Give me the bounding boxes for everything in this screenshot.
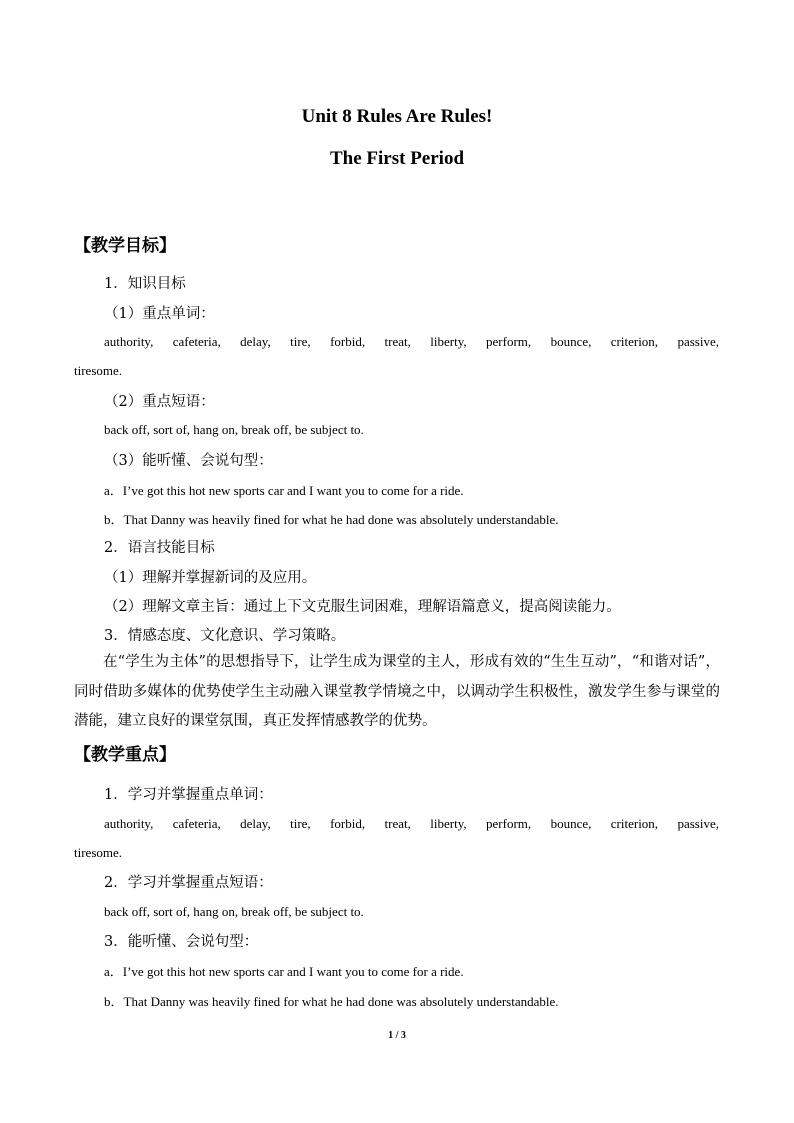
word: treat,	[384, 816, 411, 831]
word: cafeteria,	[172, 334, 221, 349]
key-points-sentence-b: b．That Danny was heavily fined for what he had done was absolutely understandable.	[104, 994, 559, 1009]
word: forbid,	[330, 816, 366, 831]
word: liberty,	[430, 816, 467, 831]
key-point-3: 3．能听懂、会说句型：	[104, 934, 259, 950]
skill-item-1: （1）理解并掌握新词的及应用。	[104, 570, 317, 586]
word: delay,	[240, 334, 271, 349]
key-points-phrases: back off, sort of, hang on, break off, be subject to.	[104, 904, 364, 919]
word: forbid,	[330, 334, 366, 349]
word: bounce,	[550, 334, 592, 349]
word: authority,	[104, 334, 154, 349]
word: tire,	[290, 334, 311, 349]
document-title: Unit 8 Rules Are Rules!	[301, 106, 493, 127]
word: treat,	[384, 334, 411, 349]
word: cafeteria,	[172, 816, 221, 831]
page-number: 1 / 3	[388, 1030, 406, 1041]
sentence-b: b．That Danny was heavily fined for what he had done was absolutely understandable.	[104, 512, 559, 527]
key-points-heading: 【教学重点】	[74, 745, 176, 765]
word: passive,	[677, 334, 719, 349]
key-point-2: 2．学习并掌握重点短语：	[104, 875, 273, 891]
word: bounce,	[550, 816, 592, 831]
skill-item-2: （2）理解文章主旨：通过上下文克服生词困难，理解语篇意义，提高阅读能力。	[104, 599, 621, 615]
word: perform,	[486, 816, 532, 831]
word: authority,	[104, 816, 154, 831]
key-phrases: back off, sort of, hang on, break off, be subject to.	[104, 422, 364, 437]
key-phrases-label: （2）重点短语：	[104, 394, 215, 410]
word: criterion,	[610, 334, 659, 349]
knowledge-goal: 1．知识目标	[104, 276, 186, 292]
key-words-label: （1）重点单词：	[104, 306, 215, 322]
word: liberty,	[430, 334, 467, 349]
sentence-a: a．I’ve got this hot new sports car and I want you to come for a ride.	[104, 483, 464, 498]
document-subtitle: The First Period	[329, 148, 465, 169]
word: delay,	[240, 816, 271, 831]
key-points-words-line	[104, 816, 719, 832]
word: perform,	[486, 334, 532, 349]
key-points-words-tail: tiresome.	[74, 845, 123, 860]
skill-goal: 2．语言技能目标	[104, 540, 215, 556]
objectives-heading: 【教学目标】	[74, 236, 176, 256]
word: passive,	[677, 816, 719, 831]
word: criterion,	[610, 816, 659, 831]
key-words-line	[104, 334, 719, 350]
key-words-tail: tiresome.	[74, 363, 123, 378]
emotion-goal: 3．情感态度、文化意识、学习策略。	[104, 628, 346, 644]
word: tire,	[290, 816, 311, 831]
emotion-paragraph: 在“学生为主体”的思想指导下，让学生成为课堂的主人，形成有效的“生生互动”，“和谐对话”，同时借助多媒体的优势使学生主动融入课堂教学情境之中，以调动学生积极性，激发学生参与课堂的潜能，建立良好的课堂氛围，真正发挥情感教学的优势。	[74, 654, 720, 729]
key-points-sentence-a: a．I’ve got this hot new sports car and I want you to come for a ride.	[104, 964, 464, 979]
key-point-1: 1．学习并掌握重点单词：	[104, 787, 273, 803]
sentences-label: （3）能听懂、会说句型：	[104, 453, 273, 469]
